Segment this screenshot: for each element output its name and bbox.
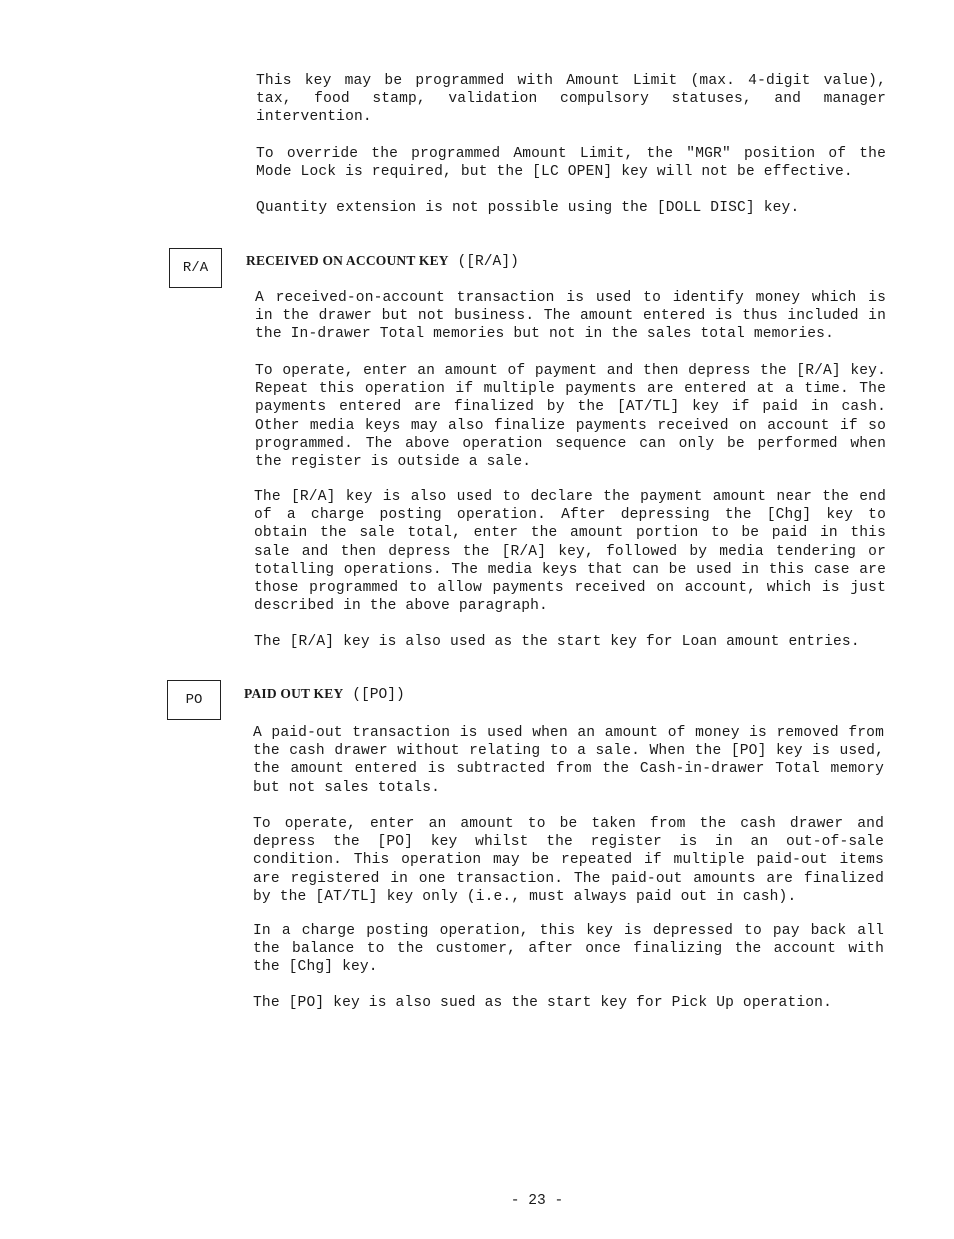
ra-paragraph-4: The [R/A] key is also used as the start key for Loan amount entries.: [254, 634, 860, 650]
intro-paragraph-3: Quantity extension is not possible using the [DOLL DISC] key.: [256, 200, 800, 216]
ra-paragraph-3: The [R/A] key is also used to declare the payment amount near the end of a charge posting operation. After depressing the [Chg] key to obtain the sale total, enter the amount portion to be paid in this sale and then depress the [R/A] key, followed by media tendering or totalling operations. The media keys that can be used in this case are those programmed to allow payments received on account, which is just described in the above paragraph.: [254, 489, 886, 615]
ra-key-box: [169, 248, 222, 288]
po-paragraph-1: A paid-out transaction is used when an amount of money is removed from the cash drawer without relating to a sale. When the [PO] key is used, the amount entered is subtracted from the Cash-in-drawer Total memory but not sales totals.: [253, 725, 884, 796]
po-key-box: [167, 680, 221, 720]
po-paragraph-4: The [PO] key is also sued as the start key for Pick Up operation.: [253, 995, 832, 1011]
ra-section-heading: [246, 252, 519, 271]
po-paragraph-2: To operate, enter an amount to be taken from the cash drawer and depress the [PO] key whilst the register is in an out-of-sale condition. This operation may be repeated if multiple paid-out items are registered in one transaction. The paid-out amounts are finalized by the [AT/TL] key only (i.e., must always paid out in cash).: [253, 816, 884, 905]
ra-heading-title: RECEIVED ON ACCOUNT KEY: [246, 253, 449, 268]
po-key-label: PO: [185, 692, 203, 708]
page-number: - 23 -: [510, 1193, 564, 1209]
po-heading-title: PAID OUT KEY: [244, 686, 344, 701]
ra-heading-key: ([R/A]): [457, 254, 519, 270]
ra-key-label: R/A: [182, 260, 209, 276]
po-section-heading: [244, 685, 405, 704]
intro-paragraph-1: This key may be programmed with Amount Limit (max. 4-digit value), tax, food stamp, validation compulsory statuses, and manager intervention.: [256, 73, 886, 126]
po-heading-key: ([PO]): [352, 687, 405, 703]
po-paragraph-3: In a charge posting operation, this key is depressed to pay back all the balance to the customer, after once finalizing the account with the [Chg] key.: [253, 923, 884, 976]
ra-paragraph-2: To operate, enter an amount of payment and then depress the [R/A] key. Repeat this operation if multiple payments are entered at a time. The payments entered are finalized by the [AT/TL] key if paid in cash. Other media keys may also finalize payments received on account if so programmed. The above operation sequence can only be performed when the register is outside a sale.: [255, 363, 886, 471]
intro-paragraph-2: To override the programmed Amount Limit, the "MGR" position of the Mode Lock is required, but the [LC OPEN] key will not be effective.: [256, 146, 886, 181]
ra-paragraph-1: A received-on-account transaction is used to identify money which is in the drawer but not business. The amount entered is thus included in the In-drawer Total memories but not in the sales total memories.: [255, 290, 886, 343]
